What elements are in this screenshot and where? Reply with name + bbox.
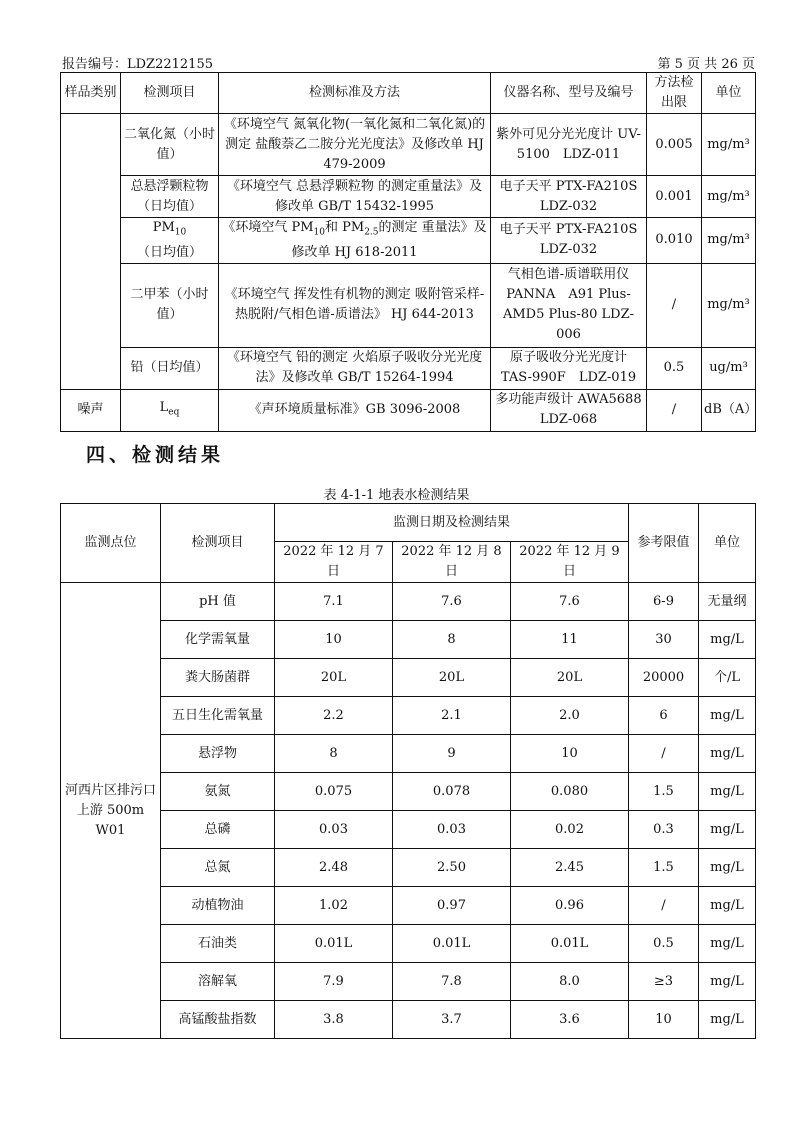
item-cell-leq: $L_{eq}$ xyxy=(121,389,219,431)
limit-cell: / xyxy=(647,263,702,347)
value-cell: 10 xyxy=(511,735,629,773)
value-cell: 3.8 xyxy=(275,1001,393,1039)
ref-cell: 1.5 xyxy=(629,849,699,887)
value-cell: 2.48 xyxy=(275,849,393,887)
item-cell: 溶解氧 xyxy=(161,963,275,1001)
col-header-instrument: 仪器名称、型号及编号 xyxy=(491,73,647,114)
value-cell: 7.1 xyxy=(275,583,393,621)
unit-cell: mg/m³ xyxy=(702,218,756,264)
item-cell: 总氮 xyxy=(161,849,275,887)
ref-cell: / xyxy=(629,887,699,925)
value-cell: 0.03 xyxy=(393,811,511,849)
table-row xyxy=(61,176,756,218)
table-row xyxy=(61,697,756,735)
table-row xyxy=(61,347,756,389)
col-header-date-group: 监测日期及检测结果 xyxy=(275,504,629,542)
value-cell: 10 xyxy=(275,621,393,659)
unit-cell: mg/L xyxy=(699,773,756,811)
value-cell: 8 xyxy=(275,735,393,773)
instrument-cell: 原子吸收分光光度计 TAS-990F LDZ-019 xyxy=(491,347,647,389)
col-header-date-1: 2022 年 12 月 7 日 xyxy=(275,542,393,583)
item-cell: 总磷 xyxy=(161,811,275,849)
unit-cell: mg/L xyxy=(699,621,756,659)
method-cell: 《环境空气 总悬浮颗粒物 的测定重量法》及修改单 GB/T 15432-1995 xyxy=(219,176,491,218)
item-cell: 二氧化氮（小时值） xyxy=(121,114,219,176)
col-header-date-3: 2022 年 12 月 9 日 xyxy=(511,542,629,583)
item-cell-pm10: $PM_{10}$ （日均值） xyxy=(121,218,219,264)
table-header-row xyxy=(61,73,756,114)
value-cell: 20L xyxy=(393,659,511,697)
ref-cell: ≥3 xyxy=(629,963,699,1001)
unit-cell: dB（A） xyxy=(702,389,756,431)
item-cell: 粪大肠菌群 xyxy=(161,659,275,697)
table-row xyxy=(61,583,756,621)
value-cell: 11 xyxy=(511,621,629,659)
col-header-item: 检测项目 xyxy=(121,73,219,114)
col-header-unit: 单位 xyxy=(702,73,756,114)
table-row xyxy=(61,114,756,176)
value-cell: 2.2 xyxy=(275,697,393,735)
col-header-site: 监测点位 xyxy=(61,504,161,583)
col-header-limit: 方法检出限 xyxy=(647,73,702,114)
unit-cell: mg/L xyxy=(699,735,756,773)
table-row xyxy=(61,1001,756,1039)
item-cell: 总悬浮颗粒物（日均值） xyxy=(121,176,219,218)
limit-cell: 0.005 xyxy=(647,114,702,176)
value-cell: 0.075 xyxy=(275,773,393,811)
instrument-cell: 电子天平 PTX-FA210S LDZ-032 xyxy=(491,176,647,218)
table-header-row xyxy=(61,504,756,542)
method-cell: 《环境空气 $PM_{10}$和 $PM_{2.5}$的测定 重量法》及修改单 HJ 618-2011 xyxy=(219,218,491,264)
value-cell: 0.01L xyxy=(393,925,511,963)
value-cell: 20L xyxy=(511,659,629,697)
unit-cell: mg/L xyxy=(699,697,756,735)
value-cell: 2.45 xyxy=(511,849,629,887)
col-header-item: 检测项目 xyxy=(161,504,275,583)
category-cell: 噪声 xyxy=(61,389,121,431)
value-cell: 8.0 xyxy=(511,963,629,1001)
unit-cell: mg/m³ xyxy=(702,114,756,176)
value-cell: 3.6 xyxy=(511,1001,629,1039)
value-cell: 0.080 xyxy=(511,773,629,811)
ref-cell: 6-9 xyxy=(629,583,699,621)
unit-cell: mg/L xyxy=(699,925,756,963)
item-cell: 石油类 xyxy=(161,925,275,963)
ref-cell: 1.5 xyxy=(629,773,699,811)
table-row xyxy=(61,263,756,347)
item-cell: 化学需氧量 xyxy=(161,621,275,659)
table-row xyxy=(61,963,756,1001)
unit-cell: 个/L xyxy=(699,659,756,697)
item-cell: 动植物油 xyxy=(161,887,275,925)
unit-cell: mg/L xyxy=(699,963,756,1001)
table-row xyxy=(61,218,756,264)
table-caption: 表 4-1-1 地表水检测结果 xyxy=(323,488,470,503)
value-cell: 2.1 xyxy=(393,697,511,735)
unit-cell: mg/L xyxy=(699,887,756,925)
item-cell: pH 值 xyxy=(161,583,275,621)
table-row xyxy=(61,849,756,887)
value-cell: 0.01L xyxy=(511,925,629,963)
limit-cell: / xyxy=(647,389,702,431)
value-cell: 7.9 xyxy=(275,963,393,1001)
table-row xyxy=(61,811,756,849)
table-row-noise xyxy=(61,389,756,431)
value-cell: 7.6 xyxy=(393,583,511,621)
unit-cell: 无量纲 xyxy=(699,583,756,621)
unit-cell: mg/L xyxy=(699,1001,756,1039)
ref-cell: / xyxy=(629,735,699,773)
table-row xyxy=(61,735,756,773)
value-cell: 3.7 xyxy=(393,1001,511,1039)
table-row xyxy=(61,887,756,925)
col-header-method: 检测标准及方法 xyxy=(219,73,491,114)
instrument-cell: 电子天平 PTX-FA210S LDZ-032 xyxy=(491,218,647,264)
site-cell: 河西片区排污口上游 500m W01 xyxy=(61,583,161,1039)
unit-cell: mg/m³ xyxy=(702,176,756,218)
method-cell: 《环境空气 氮氧化物(一氧化氮和二氧化氮)的测定 盐酸萘乙二胺分光光度法》及修改单 HJ 479-2009 xyxy=(219,114,491,176)
unit-cell: mg/L xyxy=(699,849,756,887)
item-cell: 悬浮物 xyxy=(161,735,275,773)
item-cell: 高锰酸盐指数 xyxy=(161,1001,275,1039)
table-row xyxy=(61,925,756,963)
col-header-ref: 参考限值 xyxy=(629,504,699,583)
report-number: 报告编号：LDZ2212155 xyxy=(62,57,213,72)
value-cell: 9 xyxy=(393,735,511,773)
method-cell: 《环境空气 挥发性有机物的测定 吸附管采样-热脱附/气相色谱-质谱法》 HJ 644-2013 xyxy=(219,263,491,347)
category-air-empty xyxy=(61,114,121,390)
ref-cell: 10 xyxy=(629,1001,699,1039)
value-cell: 7.8 xyxy=(393,963,511,1001)
value-cell: 7.6 xyxy=(511,583,629,621)
value-cell: 0.97 xyxy=(393,887,511,925)
results-table xyxy=(60,503,756,1039)
value-cell: 0.01L xyxy=(275,925,393,963)
value-cell: 1.02 xyxy=(275,887,393,925)
section-title: 四、检测结果 xyxy=(86,444,225,466)
method-table xyxy=(60,72,756,432)
value-cell: 2.50 xyxy=(393,849,511,887)
value-cell: 0.96 xyxy=(511,887,629,925)
item-cell: 五日生化需氧量 xyxy=(161,697,275,735)
col-header-unit: 单位 xyxy=(699,504,756,583)
value-cell: 0.078 xyxy=(393,773,511,811)
table-row xyxy=(61,659,756,697)
ref-cell: 6 xyxy=(629,697,699,735)
method-cell: 《声环境质量标准》GB 3096-2008 xyxy=(219,389,491,431)
item-cell: 二甲苯（小时值） xyxy=(121,263,219,347)
table-row xyxy=(61,773,756,811)
col-header-date-2: 2022 年 12 月 8 日 xyxy=(393,542,511,583)
ref-cell: 0.5 xyxy=(629,925,699,963)
unit-cell: mg/L xyxy=(699,811,756,849)
limit-cell: 0.5 xyxy=(647,347,702,389)
value-cell: 8 xyxy=(393,621,511,659)
ref-cell: 20000 xyxy=(629,659,699,697)
limit-cell: 0.001 xyxy=(647,176,702,218)
value-cell: 0.02 xyxy=(511,811,629,849)
item-cell: 氨氮 xyxy=(161,773,275,811)
value-cell: 0.03 xyxy=(275,811,393,849)
unit-cell: ug/m³ xyxy=(702,347,756,389)
ref-cell: 30 xyxy=(629,621,699,659)
unit-cell: mg/m³ xyxy=(702,263,756,347)
instrument-cell: 气相色谱-质谱联用仪 PANNA A91 Plus-AMD5 Plus-80 LDZ-006 xyxy=(491,263,647,347)
instrument-cell: 紫外可见分光光度计 UV-5100 LDZ-011 xyxy=(491,114,647,176)
ref-cell: 0.3 xyxy=(629,811,699,849)
method-cell: 《环境空气 铅的测定 火焰原子吸收分光光度法》及修改单 GB/T 15264-1994 xyxy=(219,347,491,389)
limit-cell: 0.010 xyxy=(647,218,702,264)
item-cell: 铅（日均值） xyxy=(121,347,219,389)
table-row xyxy=(61,621,756,659)
page-indicator: 第 5 页 共 26 页 xyxy=(657,57,755,72)
col-header-category: 样品类别 xyxy=(61,73,121,114)
instrument-cell: 多功能声级计 AWA5688 LDZ-068 xyxy=(491,389,647,431)
value-cell: 2.0 xyxy=(511,697,629,735)
value-cell: 20L xyxy=(275,659,393,697)
